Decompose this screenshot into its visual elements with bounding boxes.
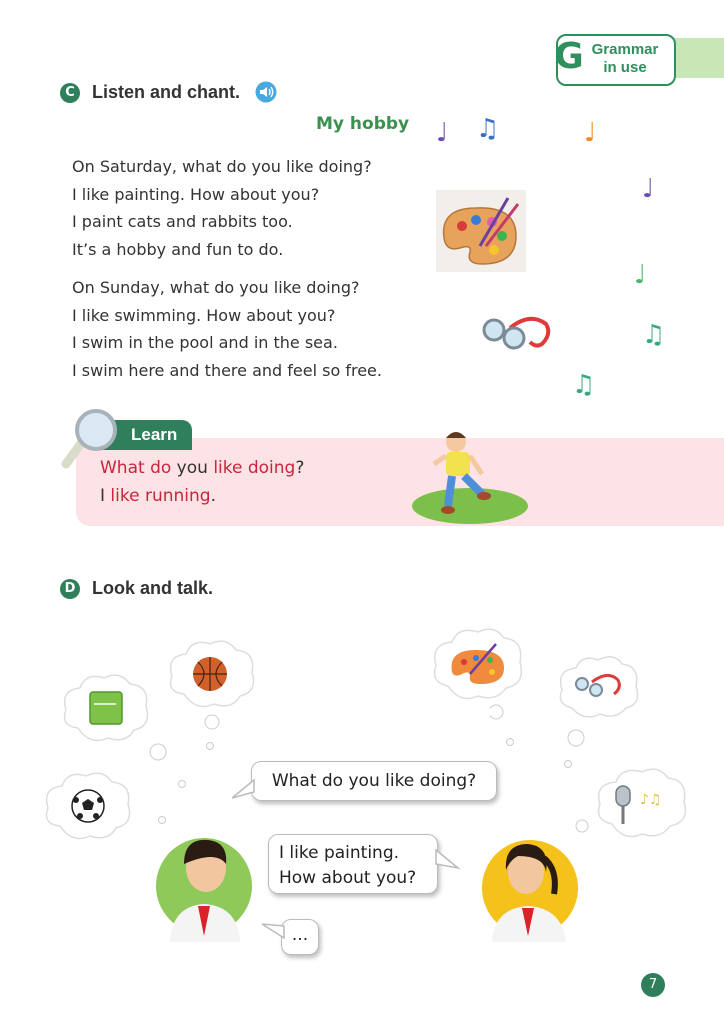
learn-text: ?	[295, 458, 305, 478]
verse-line: I swim in the pool and in the sea.	[72, 333, 338, 352]
learn-box	[76, 438, 724, 526]
grammar-tab-line2: in use	[603, 59, 647, 76]
speech-bubble-more	[281, 919, 319, 955]
grammar-tab-letter: G	[554, 36, 584, 77]
running-boy-illustration	[410, 430, 530, 526]
dialogue-answer-line: How about you?	[279, 868, 417, 888]
learn-text: .	[210, 486, 216, 506]
music-note-icon: ♩	[436, 118, 449, 148]
verse-line: It’s a hobby and fun to do.	[72, 239, 284, 259]
dialogue-more: ...	[291, 925, 309, 945]
dialogue-question: What do you like doing?	[271, 771, 477, 791]
verse-line: I paint cats and rabbits too.	[72, 212, 293, 231]
thought-cloud-palette	[430, 624, 526, 704]
verse-2	[72, 274, 382, 384]
football-icon	[72, 790, 104, 822]
book-icon	[90, 692, 122, 724]
verse-line: I like painting. How about you?	[72, 184, 320, 204]
verse-1	[72, 153, 372, 263]
music-note-icon: ♩	[642, 174, 655, 204]
verse-line: I like swimming. How about you?	[72, 305, 336, 325]
section-c-title: Listen and chant.	[92, 82, 241, 102]
section-c-badge: C	[60, 83, 80, 103]
dialogue-answer-line: I like painting.	[279, 843, 400, 863]
thought-cloud-basketball	[166, 636, 256, 712]
basketball-icon	[193, 657, 227, 691]
speech-bubble-question	[251, 761, 497, 801]
goggles-icon	[480, 314, 552, 352]
verse-line: On Saturday, what do you like doing?	[72, 157, 372, 176]
section-d-badge: D	[60, 579, 80, 599]
verse-line: I swim here and there and feel so free.	[72, 360, 382, 380]
speaker-icon[interactable]	[255, 81, 277, 103]
page-number: 7	[641, 973, 665, 997]
svg-text:♪♫: ♪♫	[640, 792, 662, 808]
thought-dots	[140, 712, 240, 832]
speech-bubble-answer	[268, 834, 438, 894]
grammar-tab-text	[582, 41, 668, 77]
music-note-icon: ♫	[476, 114, 500, 144]
learn-key-phrase: like running	[110, 486, 211, 506]
section-d-title: Look and talk.	[92, 578, 214, 598]
music-note-icon: ♫	[642, 320, 666, 350]
learn-key-phrase: What do	[100, 458, 172, 478]
bubble-tail	[262, 922, 286, 942]
thought-cloud-book	[60, 670, 152, 746]
bubble-tail	[232, 778, 256, 800]
girl-portrait	[478, 830, 580, 942]
boy-portrait	[154, 824, 256, 942]
learn-text: you	[171, 458, 214, 478]
chant-title: My hobby	[316, 114, 410, 134]
thought-cloud-microphone	[594, 764, 690, 842]
grammar-tab-line1: Grammar	[591, 41, 659, 58]
music-note-icon: ♩	[634, 260, 647, 290]
music-note-icon: ♫	[572, 370, 596, 400]
thought-cloud-football	[42, 768, 136, 844]
learn-question	[100, 458, 304, 478]
bubble-tail	[434, 848, 460, 872]
learn-answer	[100, 486, 216, 506]
music-note-icon: ♩	[584, 118, 597, 148]
learn-key-phrase: like doing	[213, 458, 296, 478]
learn-label: Learn	[131, 425, 178, 444]
palette-icon	[436, 190, 526, 272]
thought-dots	[490, 704, 590, 834]
learn-text: I	[100, 486, 111, 506]
verse-line: On Sunday, what do you like doing?	[72, 278, 360, 297]
